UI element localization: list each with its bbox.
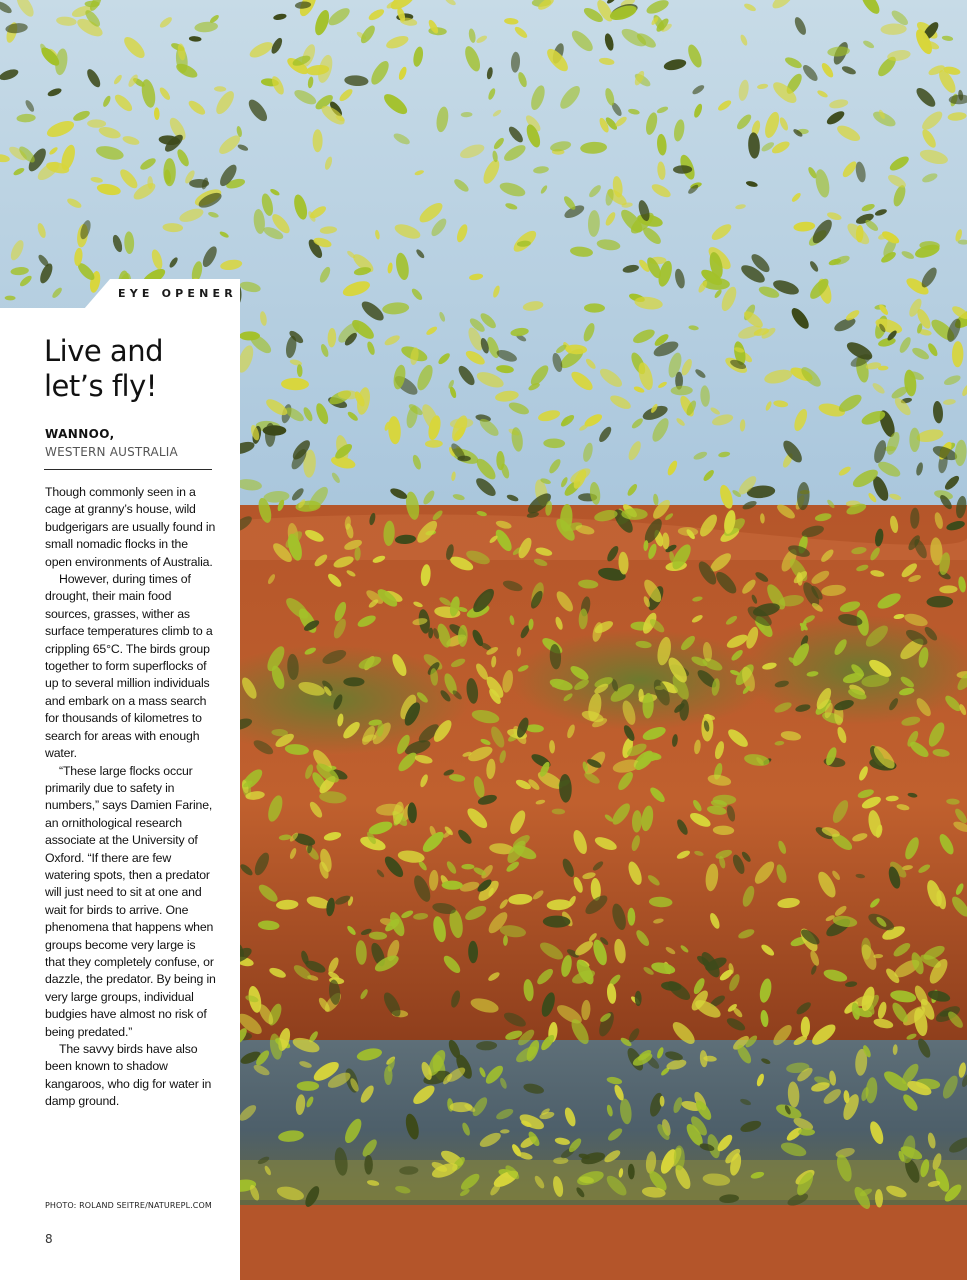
article-headline [44, 334, 234, 404]
location-name: WANNOO, [45, 427, 115, 441]
headline-line: let’s fly! [44, 369, 157, 403]
bird [343, 677, 364, 686]
body-paragraph: “These large flocks occur primarily due to safety in numbers,” says Damien Farine, an ornithological research associate at the University of Oxford. “If there are few watering spots, then a predator will just need to sit at one and wait for birds to arrive. One phenomena that happens when groups become very large is that they completely confuse, or dazzle, the predator. By being in very large groups, individual budgies have almost no risk of being predated.” [45, 763, 216, 1039]
body-paragraph: The savvy birds have also been known to shadow kangaroos, who dig for water in damp ground. [45, 1042, 212, 1109]
section-kicker: EYE OPENER [118, 287, 237, 300]
photo-credit: PHOTO: ROLAND SEITRE/NATUREPL.COM [45, 1201, 212, 1210]
bird [189, 179, 209, 188]
bird [364, 1155, 373, 1175]
bird [674, 1145, 685, 1170]
bird [297, 1081, 319, 1091]
bird [461, 864, 474, 870]
headline-line: Live and [44, 334, 163, 368]
bird [909, 428, 920, 452]
location-region: WESTERN AUSTRALIA [45, 445, 178, 459]
body-paragraph: However, during times of drought, their main food sources, grasses, wither as surface temperatures climb to a crippling 65°C. The birds group together to form superflocks of up to several million individuals and embark on a mass search for thousands of kilometres to search for areas with enough water. [45, 572, 213, 761]
body-paragraph: Though commonly seen in a cage at granny’s house, wild budgerigars are usually found in small nomadic flocks in the open environments of Australia. [45, 485, 216, 569]
divider [44, 469, 212, 470]
bird [313, 129, 323, 152]
page-number: 8 [45, 1232, 53, 1246]
bird [239, 331, 260, 340]
bird [163, 158, 175, 186]
article-body [45, 484, 217, 1111]
